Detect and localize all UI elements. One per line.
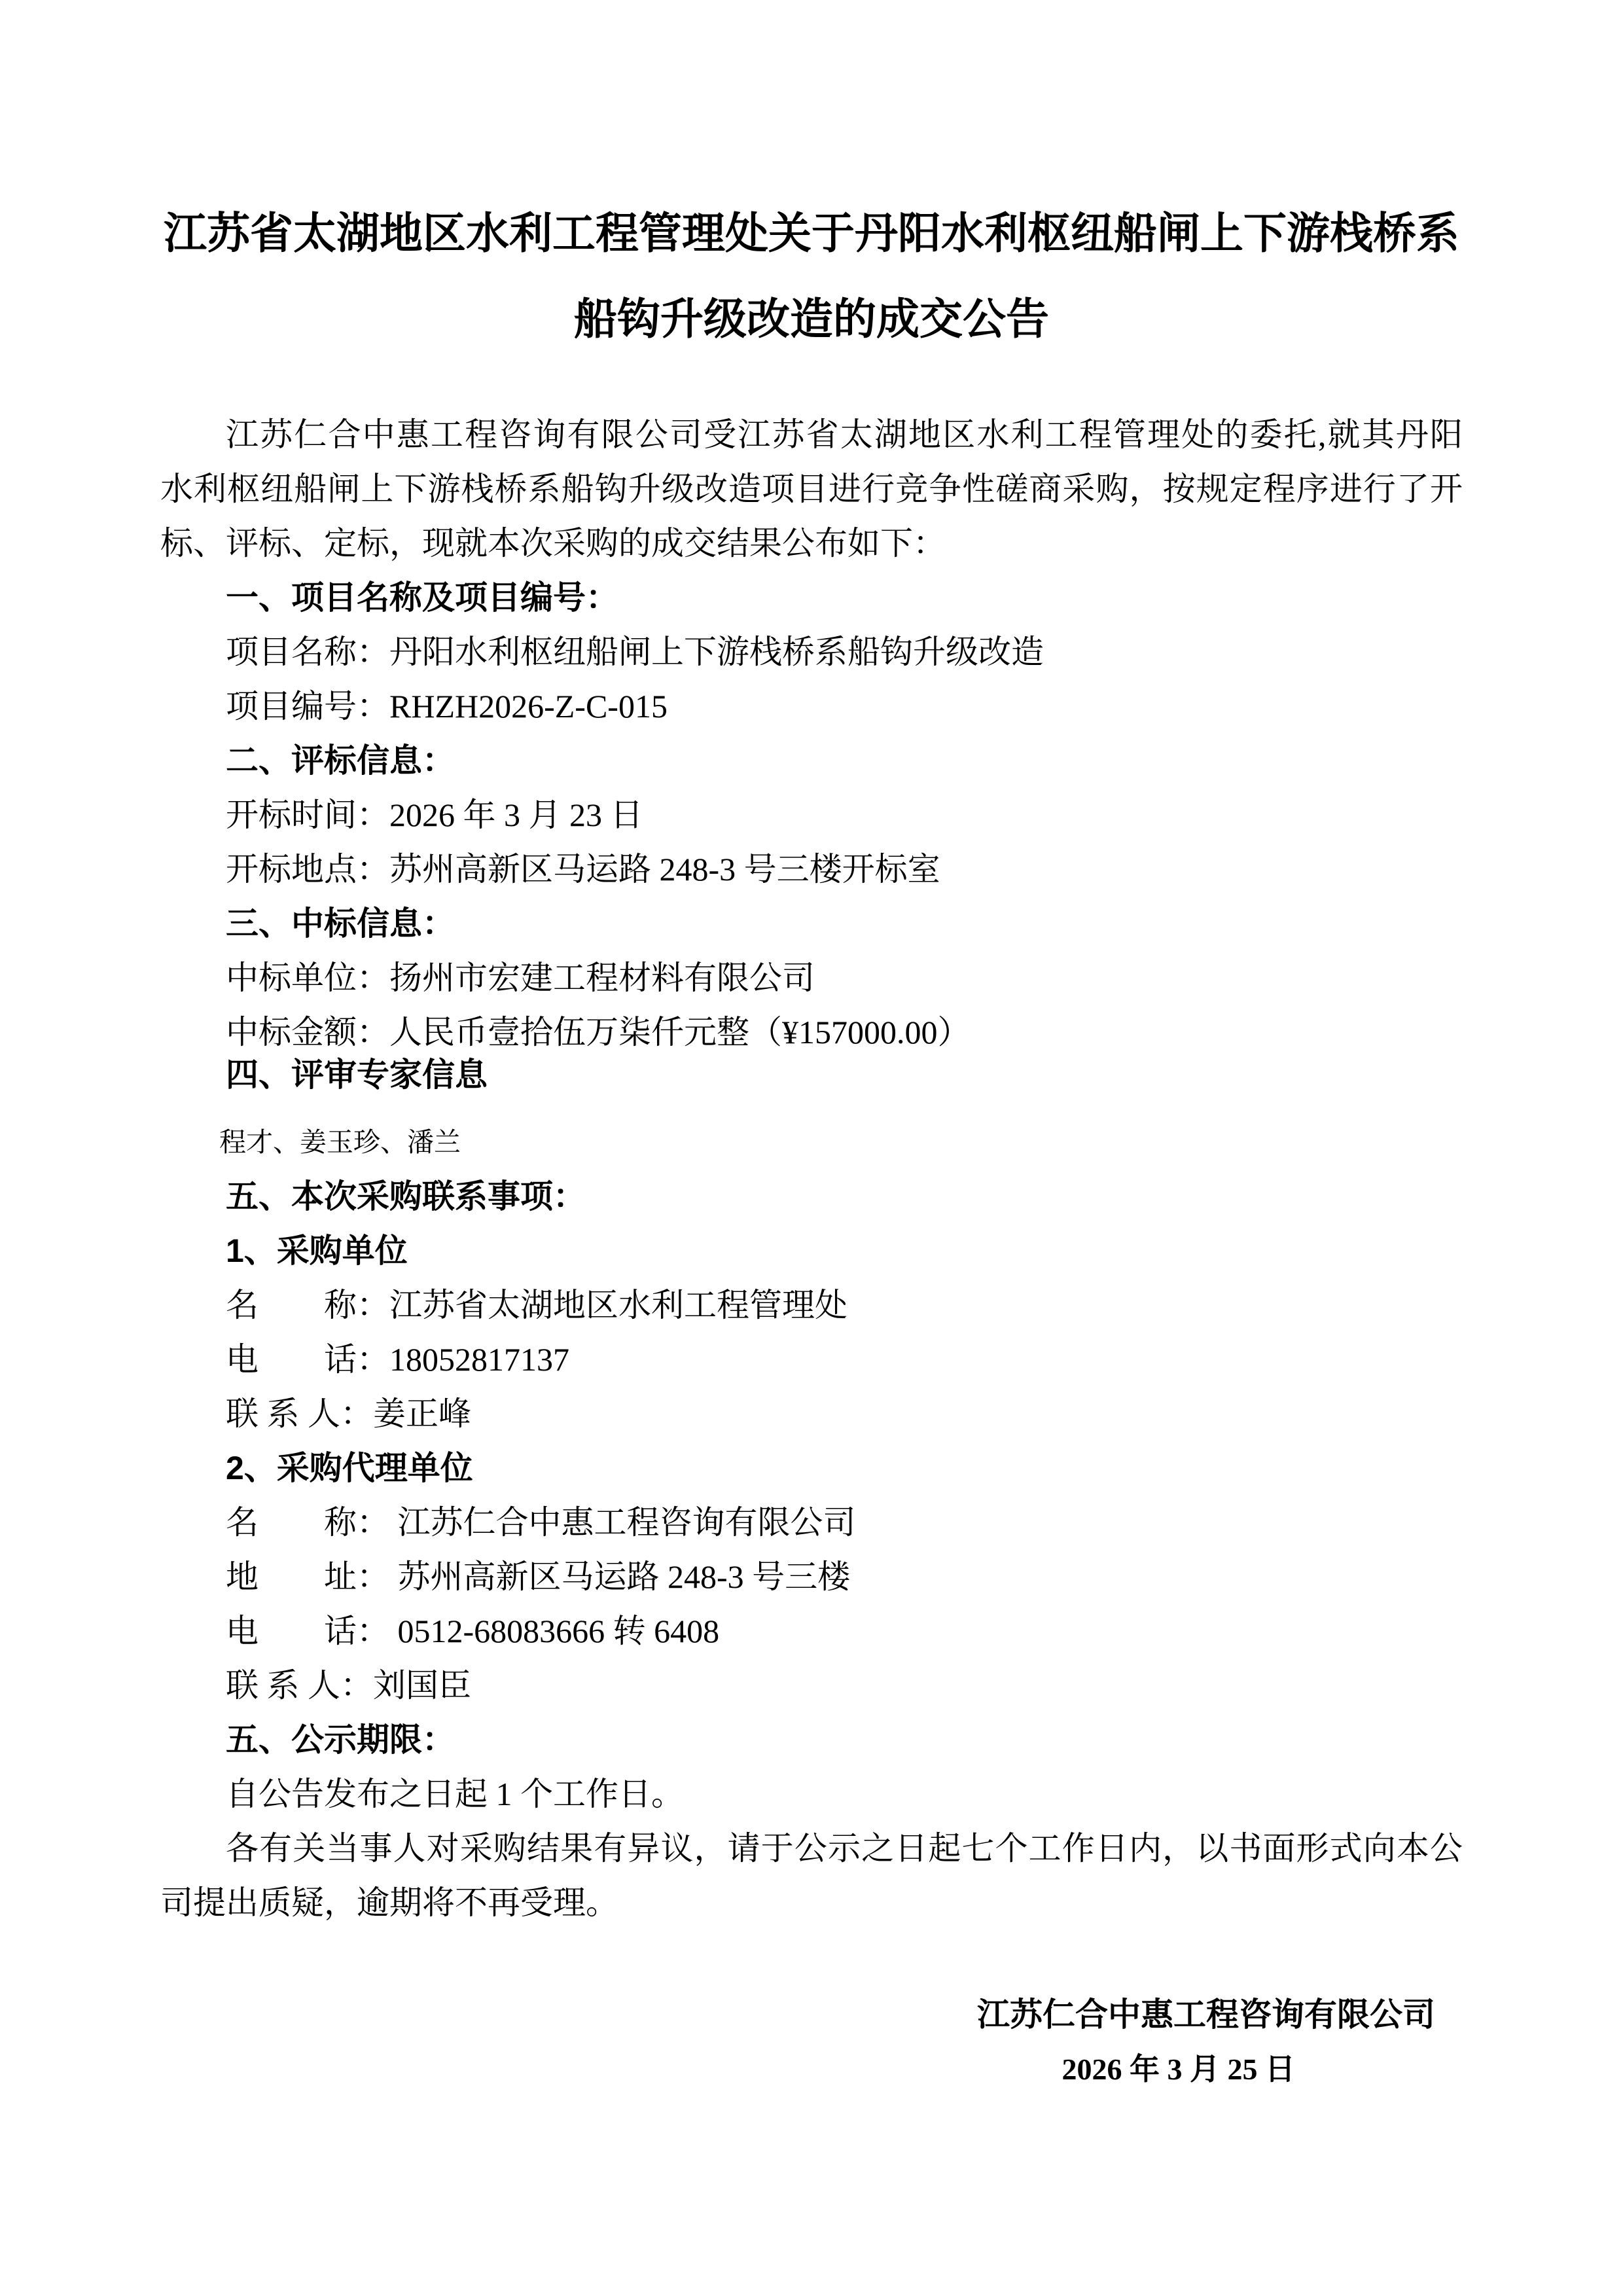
purchaser-name-line: 名 称：江苏省太湖地区水利工程管理处 [226,1287,847,1323]
agency-contact-line: 联 系 人：刘国臣 [226,1667,471,1704]
intro-paragraph-line-1: 江苏仁合中惠工程咨询有限公司受江苏省太湖地区水利工程管理处的委托,就其丹阳 [226,416,1463,453]
signature-block [160,1988,1463,2096]
section-1-heading: 一、项目名称及项目编号： [226,579,618,616]
objection-line-1: 各有关当事人对采购结果有异议，请于公示之日起七个工作日内，以书面形式向本公 [226,1830,1463,1867]
section-5-heading: 五、本次采购联系事项： [226,1178,586,1215]
document-title-line-1: 江苏省太湖地区水利工程管理处关于丹阳水利枢纽船闸上下游栈桥系 [164,209,1459,257]
purchaser-contact-line: 联 系 人：姜正峰 [226,1395,471,1432]
document-title-line-2: 船钩升级改造的成交公告 [574,295,1049,343]
section-2-heading: 二、评标信息： [226,742,455,779]
agency-phone-line: 电 话： 0512-68083666 转 6408 [226,1613,720,1649]
bid-open-place-line: 开标地点：苏州高新区马运路 248-3 号三楼开标室 [226,851,940,888]
winning-bidder-line: 中标单位：扬州市宏建工程材料有限公司 [226,960,815,996]
intro-paragraph-line-3: 标、评标、定标，现就本次采购的成交结果公布如下： [160,525,946,562]
purchaser-heading: 1、采购单位 [226,1232,408,1269]
signature-date: 2026 年 3 月 25 日 [1061,2053,1295,2086]
project-name-line: 项目名称：丹阳水利枢纽船闸上下游栈桥系船钩升级改造 [226,634,1044,670]
publicity-period-line: 自公告发布之日起 1 个工作日。 [226,1776,684,1812]
winning-amount-line: 中标金额：人民币壹拾伍万柒仟元整（¥157000.00） [226,1014,971,1050]
section-4-heading: 四、评审专家信息 [226,1056,488,1093]
agency-name-line: 名 称： 江苏仁合中惠工程咨询有限公司 [226,1504,856,1541]
purchaser-phone-line: 电 话：18052817137 [226,1341,569,1378]
title-body-spacer [160,362,1463,408]
signature-company-name: 江苏仁合中惠工程咨询有限公司 [977,1996,1435,2033]
bid-open-time-line: 开标时间：2026 年 3 月 23 日 [226,797,643,833]
section-3-heading: 三、中标信息： [226,905,455,942]
publicity-period-heading: 五、公示期限： [226,1721,455,1758]
experts-names-line: 程才、姜玉珍、潘兰 [219,1127,461,1157]
project-code-line: 项目编号：RHZH2026-Z-C-015 [226,688,668,725]
intro-paragraph-line-2: 水利枢纽船闸上下游栈桥系船钩升级改造项目进行竞争性磋商采购，按规定程序进行了开 [160,471,1463,507]
agency-heading: 2、采购代理单位 [226,1450,473,1486]
agency-address-line: 地 址： 苏州高新区马运路 248-3 号三楼 [226,1558,851,1595]
objection-line-2: 司提出质疑，逾期将不再受理。 [160,1884,618,1921]
